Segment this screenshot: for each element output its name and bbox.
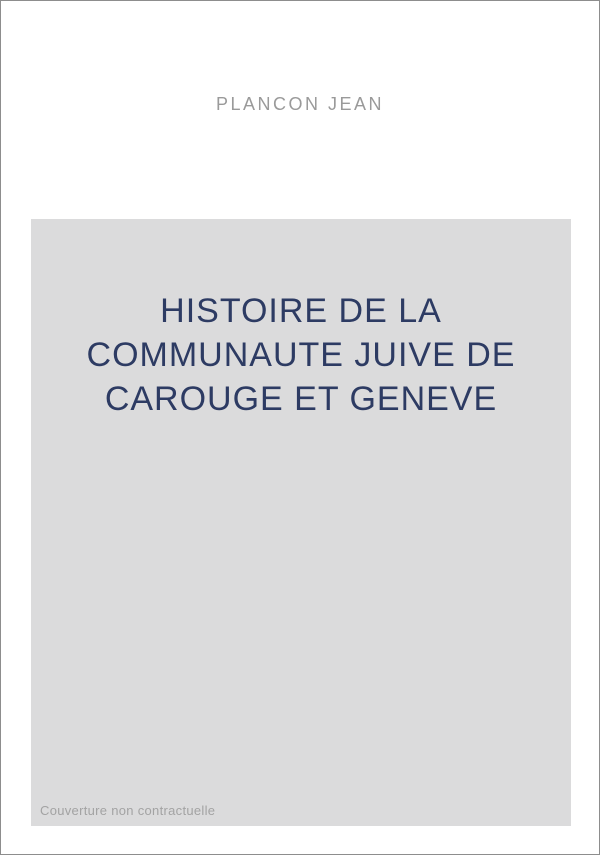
title-line: COMMUNAUTE JUIVE DE [86,336,516,374]
cover-placeholder-box [31,219,571,826]
title-line: HISTOIRE DE LA [160,292,442,330]
cover-disclaimer: Couverture non contractuelle [40,803,216,818]
author-name: PLANCON JEAN [215,94,385,114]
title-line: CAROUGE ET GENEVE [104,380,498,418]
book-title [31,289,571,421]
